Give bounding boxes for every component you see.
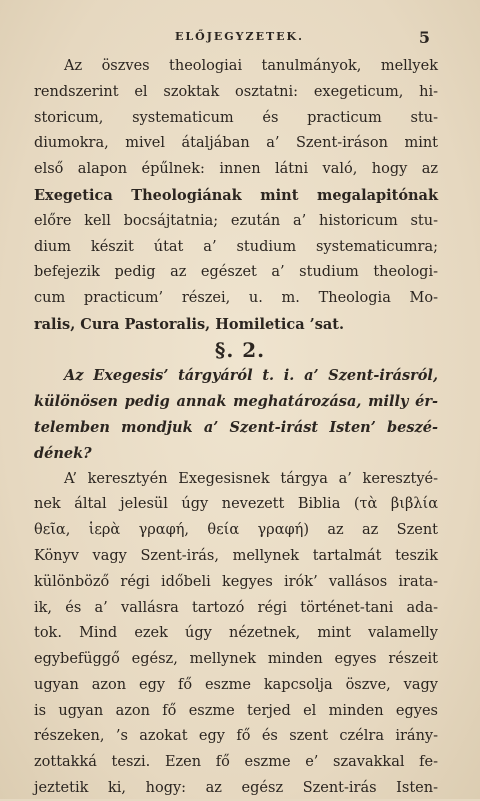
paragraph2-line: részeken, ’s azokat egy fő és szent czélra irány- [34,728,438,745]
paragraph1-line: első alapon épűlnek: innen látni való, hogy az [34,161,438,178]
paragraph1-line: Az öszves theologiai tanulmányok, mellyek [64,58,438,74]
paragraph2-line: ugyan azon egy fő eszme kapcsolja öszve, vagy [34,676,438,693]
paragraph2-line: Könyv vagy Szent-irás, mellynek tartalmát teszik [34,547,438,564]
page-header [60,28,430,48]
paragraph1-line: rendszerint el szoktak osztatni: exegeticum, hi- [34,83,438,100]
paragraph1-line: Exegetica Theologiának mint megalapitónak [34,186,438,204]
paragraph1-line: diumokra, mivel átaljában a’ Szent-iráson mint [34,135,438,152]
question-line: dének? [34,444,92,462]
section-heading: §. 2. [214,337,266,362]
paragraph1-line: cum practicum’ részei, u. m. Theologia Mo- [34,290,438,307]
question-line: Az Exegesis’ tárgyáról t. i. a’ Szent-irásról, [64,367,438,385]
paragraph1-line: befejezik pedig az egészet a’ studium theologi- [34,264,438,281]
question-line: különösen pedig annak meghatározása, milly ér- [34,393,438,411]
page-number: 5 [418,28,430,47]
paragraph1-line: dium készit útat a’ studium systematicumra; [34,238,438,255]
paragraph2-line: nek által jelesül úgy nevezett Biblia (τὰ βιβλία [34,496,438,513]
paragraph1-line: ralis, Cura Pastoralis, Homiletica ’sat. [34,315,345,333]
paragraph2-line: A’ keresztyén Exegesisnek tárgya a’ keresztyé- [64,470,438,487]
paragraph2-line: tok. Mind ezek úgy nézetnek, mint valamelly [34,625,438,642]
paragraph2-line: jeztetik ki, hogy: az egész Szent-irás Isten- [34,780,438,796]
paragraph2-line: θεῖα, ἱερὰ γραφή, θεία γραφή) az az Szent [34,522,438,539]
paragraph2-line: zottakká teszi. Ezen fő eszme e’ szavakkal fe- [34,754,438,771]
running-head: ELŐJEGYZETEK. [175,30,304,43]
paragraph1-line: előre kell bocsájtatnia; ezután a’ historicum stu- [34,212,438,229]
paragraph2-line: ik, és a’ vallásra tartozó régi történet-tani ada- [34,599,438,616]
paragraph1-line: storicum, systematicum és practicum stu- [34,109,438,126]
paragraph2-line: egybefüggő egész, mellynek minden egyes részeit [34,651,438,668]
paragraph2-line: is ugyan azon fő eszme terjed el minden egyes [34,702,438,719]
question-line: telemben mondjuk a’ Szent-irást Isten’ beszé- [34,419,438,436]
paragraph2-line: különböző régi időbeli kegyes irók’ vallásos irata- [34,573,438,590]
